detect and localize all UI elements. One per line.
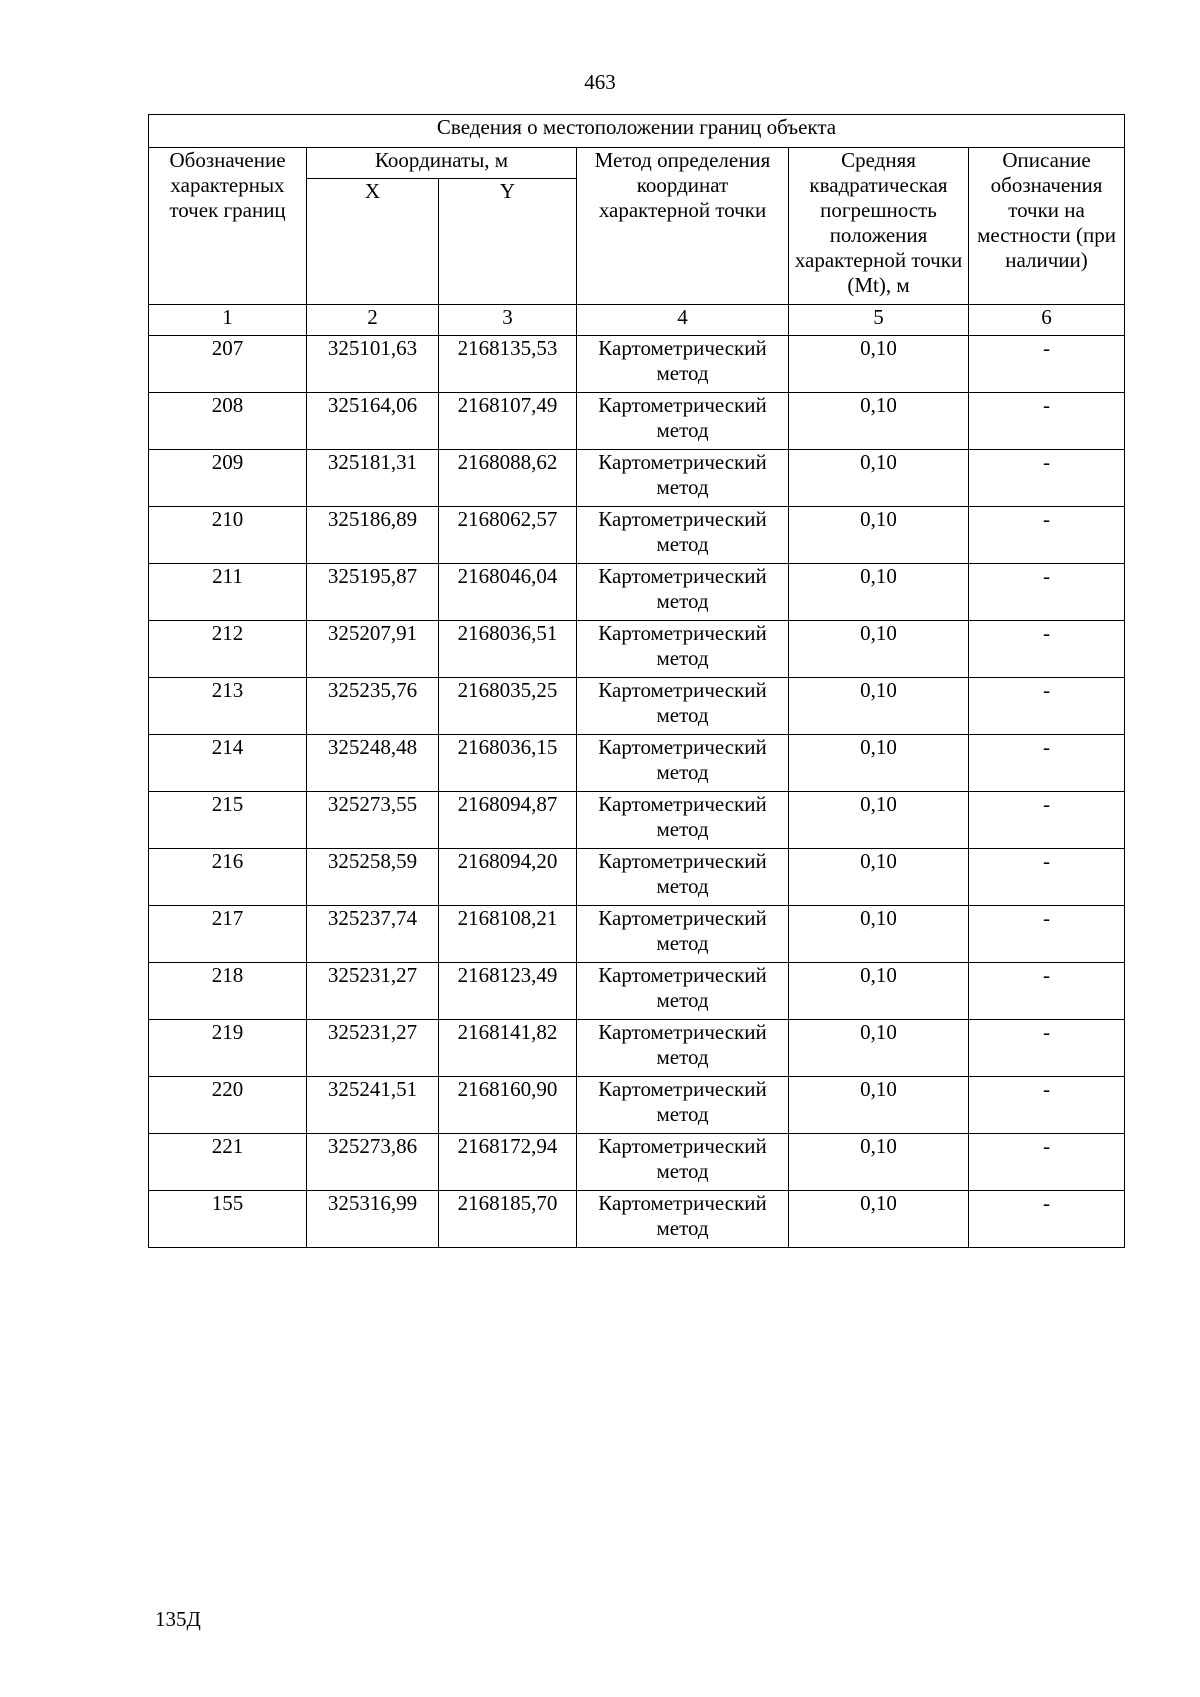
boundary-coordinates-table	[148, 114, 1125, 1248]
table-row	[149, 792, 1125, 849]
cell-method: Картометрический метод	[577, 963, 789, 1020]
cell-method: Картометрический метод	[577, 678, 789, 735]
cell-method: Картометрический метод	[577, 792, 789, 849]
cell-y: 2168160,90	[439, 1077, 577, 1134]
cell-error: 0,10	[789, 792, 969, 849]
cell-point-number: 217	[149, 906, 307, 963]
header-row	[149, 148, 1125, 179]
cell-description: -	[969, 1134, 1125, 1191]
table-title: Сведения о местоположении границ объекта	[149, 115, 1125, 148]
cell-method: Картометрический метод	[577, 906, 789, 963]
table-row	[149, 963, 1125, 1020]
cell-y: 2168123,49	[439, 963, 577, 1020]
cell-error: 0,10	[789, 849, 969, 906]
cell-description: -	[969, 1077, 1125, 1134]
cell-y: 2168135,53	[439, 336, 577, 393]
header-point-description: Описание обозначения точки на местности (при наличии)	[969, 148, 1125, 305]
cell-x: 325235,76	[307, 678, 439, 735]
cell-error: 0,10	[789, 963, 969, 1020]
table-row	[149, 1134, 1125, 1191]
cell-method: Картометрический метод	[577, 735, 789, 792]
cell-description: -	[969, 1020, 1125, 1077]
cell-point-number: 220	[149, 1077, 307, 1134]
table-row	[149, 849, 1125, 906]
cell-x: 325195,87	[307, 564, 439, 621]
cell-y: 2168141,82	[439, 1020, 577, 1077]
table-row	[149, 564, 1125, 621]
column-number-row	[149, 305, 1125, 336]
cell-error: 0,10	[789, 564, 969, 621]
cell-point-number: 221	[149, 1134, 307, 1191]
cell-description: -	[969, 1191, 1125, 1248]
cell-error: 0,10	[789, 450, 969, 507]
table-row	[149, 336, 1125, 393]
cell-point-number: 214	[149, 735, 307, 792]
column-number: 1	[149, 305, 307, 336]
cell-x: 325164,06	[307, 393, 439, 450]
table-row	[149, 906, 1125, 963]
cell-point-number: 208	[149, 393, 307, 450]
cell-error: 0,10	[789, 621, 969, 678]
cell-method: Картометрический метод	[577, 1020, 789, 1077]
cell-y: 2168088,62	[439, 450, 577, 507]
table-row	[149, 507, 1125, 564]
cell-y: 2168107,49	[439, 393, 577, 450]
cell-y: 2168094,20	[439, 849, 577, 906]
table-row	[149, 1020, 1125, 1077]
cell-description: -	[969, 678, 1125, 735]
column-number: 5	[789, 305, 969, 336]
cell-y: 2168036,15	[439, 735, 577, 792]
cell-description: -	[969, 849, 1125, 906]
cell-method: Картометрический метод	[577, 393, 789, 450]
column-number: 6	[969, 305, 1125, 336]
cell-x: 325181,31	[307, 450, 439, 507]
cell-point-number: 212	[149, 621, 307, 678]
table-row	[149, 621, 1125, 678]
column-number: 4	[577, 305, 789, 336]
cell-method: Картометрический метод	[577, 621, 789, 678]
cell-description: -	[969, 564, 1125, 621]
cell-x: 325241,51	[307, 1077, 439, 1134]
cell-error: 0,10	[789, 507, 969, 564]
cell-error: 0,10	[789, 735, 969, 792]
table-row	[149, 1077, 1125, 1134]
table-row	[149, 735, 1125, 792]
cell-point-number: 210	[149, 507, 307, 564]
cell-x: 325258,59	[307, 849, 439, 906]
cell-y: 2168172,94	[439, 1134, 577, 1191]
cell-error: 0,10	[789, 1191, 969, 1248]
cell-error: 0,10	[789, 678, 969, 735]
document-code: 135Д	[155, 1607, 201, 1631]
cell-description: -	[969, 906, 1125, 963]
cell-y: 2168108,21	[439, 906, 577, 963]
cell-x: 325273,86	[307, 1134, 439, 1191]
cell-method: Картометрический метод	[577, 507, 789, 564]
table-title-row	[149, 115, 1125, 148]
cell-x: 325273,55	[307, 792, 439, 849]
cell-x: 325186,89	[307, 507, 439, 564]
cell-error: 0,10	[789, 1020, 969, 1077]
cell-description: -	[969, 336, 1125, 393]
cell-x: 325101,63	[307, 336, 439, 393]
cell-point-number: 213	[149, 678, 307, 735]
cell-error: 0,10	[789, 1134, 969, 1191]
cell-method: Картометрический метод	[577, 1191, 789, 1248]
cell-description: -	[969, 450, 1125, 507]
cell-error: 0,10	[789, 906, 969, 963]
cell-point-number: 207	[149, 336, 307, 393]
cell-method: Картометрический метод	[577, 450, 789, 507]
cell-error: 0,10	[789, 393, 969, 450]
column-number: 3	[439, 305, 577, 336]
table-row	[149, 1191, 1125, 1248]
cell-method: Картометрический метод	[577, 336, 789, 393]
cell-x: 325248,48	[307, 735, 439, 792]
cell-y: 2168062,57	[439, 507, 577, 564]
cell-description: -	[969, 507, 1125, 564]
table-row	[149, 450, 1125, 507]
cell-error: 0,10	[789, 1077, 969, 1134]
cell-y: 2168185,70	[439, 1191, 577, 1248]
cell-point-number: 209	[149, 450, 307, 507]
cell-point-number: 215	[149, 792, 307, 849]
header-coordinates: Координаты, м	[307, 148, 577, 179]
cell-method: Картометрический метод	[577, 849, 789, 906]
header-mean-square-error: Средняя квадратическая погрешность положения характерной точки (Mt), м	[789, 148, 969, 305]
cell-x: 325207,91	[307, 621, 439, 678]
table-row	[149, 393, 1125, 450]
page-number: 463	[584, 70, 616, 94]
cell-point-number: 155	[149, 1191, 307, 1248]
cell-description: -	[969, 621, 1125, 678]
cell-method: Картометрический метод	[577, 1077, 789, 1134]
cell-x: 325237,74	[307, 906, 439, 963]
cell-method: Картометрический метод	[577, 564, 789, 621]
cell-error: 0,10	[789, 336, 969, 393]
cell-description: -	[969, 792, 1125, 849]
cell-y: 2168046,04	[439, 564, 577, 621]
cell-y: 2168036,51	[439, 621, 577, 678]
cell-x: 325316,99	[307, 1191, 439, 1248]
cell-point-number: 218	[149, 963, 307, 1020]
cell-point-number: 211	[149, 564, 307, 621]
cell-description: -	[969, 393, 1125, 450]
cell-x: 325231,27	[307, 1020, 439, 1077]
header-method: Метод определения координат характерной точки	[577, 148, 789, 305]
cell-y: 2168094,87	[439, 792, 577, 849]
header-y: Y	[439, 179, 577, 305]
header-x: X	[307, 179, 439, 305]
column-number: 2	[307, 305, 439, 336]
cell-point-number: 219	[149, 1020, 307, 1077]
cell-x: 325231,27	[307, 963, 439, 1020]
table-row	[149, 678, 1125, 735]
cell-description: -	[969, 735, 1125, 792]
cell-description: -	[969, 963, 1125, 1020]
cell-point-number: 216	[149, 849, 307, 906]
cell-method: Картометрический метод	[577, 1134, 789, 1191]
cell-y: 2168035,25	[439, 678, 577, 735]
header-point-designation: Обозначение характерных точек границ	[149, 148, 307, 305]
